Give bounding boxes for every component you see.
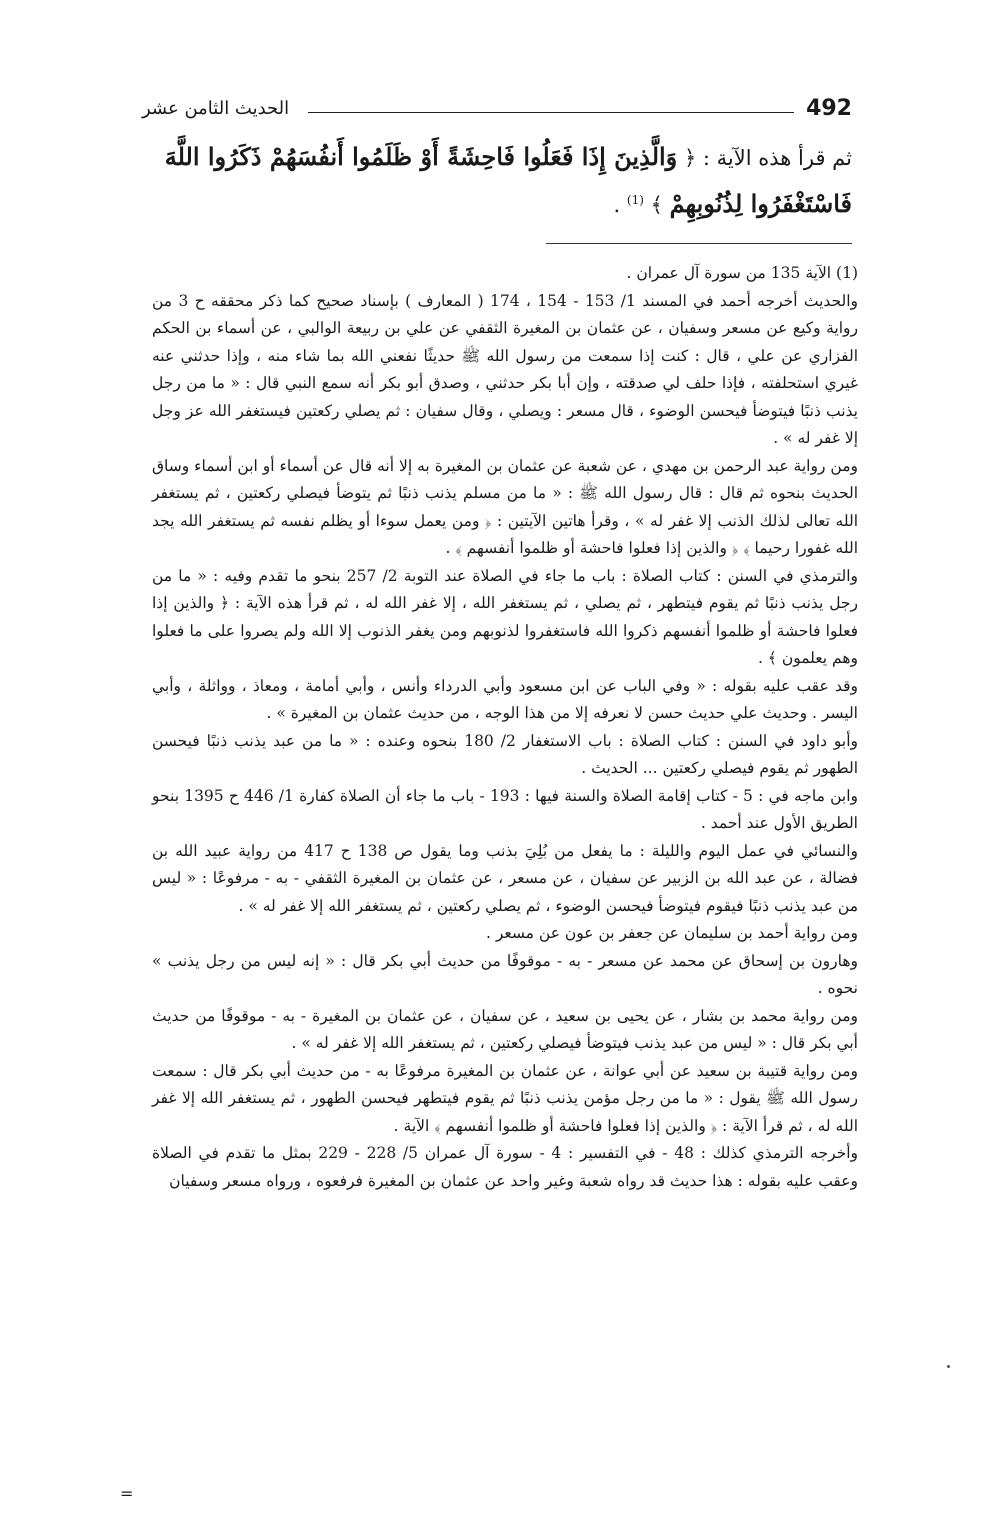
footnotes: [152, 260, 858, 1195]
footnote-paragraph: وأخرجه الترمذي كذلك : 48 - في التفسير : 4 - سورة آل عمران 5/ 228 - 229 بمثل ما تقدم في الصلاة وعقب عليه بقوله : هذا حديث قد رواه شعبة وغير واحد عن عثمان بن المغيرة فرفعوه ، ورواه مسعر وسفيان: [152, 1144, 858, 1190]
footnote-paragraph: ومن رواية أحمد بن سليمان عن جعفر بن عون عن مسعر .: [485, 924, 858, 942]
footnote-paragraph: وهارون بن إسحاق عن محمد عن مسعر - به - موقوفًا من حديث أبي بكر قال : « إنه ليس من رجل يذنب » نحوه .: [152, 951, 858, 997]
quran-verse: وَالَّذِينَ إِذَا فَعَلُوا فَاحِشَةً أَوْ ظَلَمُوا أَنفُسَهُمْ ذَكَرُوا اللَّهَ فَاسْتَغْفَرُوا لِذُنُوبِهِمْ: [164, 142, 852, 218]
verse-intro: ثم قرأ هذه الآية : ﴿: [677, 146, 852, 170]
page-number: 492: [806, 96, 852, 121]
verse-close: ﴾: [643, 193, 670, 217]
footnote-separator: [546, 243, 852, 244]
scan-speck: [947, 1365, 950, 1368]
footnote-paragraph: (1) الآية 135 من سورة آل عمران .: [626, 264, 858, 282]
footnote-paragraph: وقد عقب عليه بقوله : « وفي الباب عن ابن مسعود وأبي الدرداء وأنس ، وأبي أمامة ، ومعاذ ، وواثلة ، وأبي اليسر . وحديث علي حديث حسن لا نعرفه إلا من هذا الوجه ، من حديث عثمان بن المغيرة » .: [152, 676, 858, 722]
footnote-paragraph: وابن ماجه في : 5 - كتاب إقامة الصلاة والسنة فيها : 193 - باب ما جاء أن الصلاة كفارة 1/ 446 ح 1395 بنحو الطريق الأول عند أحمد .: [152, 786, 858, 832]
verse-end: .: [613, 193, 627, 217]
footnote-paragraph: والنسائي في عمل اليوم والليلة : ما يفعل من بُلِيَ بذنب وما يقول ص 138 ح 417 من رواية عبيد الله بن فضالة ، عن عبد الله بن الزبير عن سفيان ، عن مسعر ، عن عثمان بن المغيرة الثقفي - به - مرفوعًا : « ليس من عبد يذنب ذنبًا فيقوم فيتوضأ فيحسن الوضوء ، ثم يصلي ركعتين ، ثم يستغفر الله إلا غفر له » .: [152, 841, 858, 915]
footnote-paragraph: ومن رواية قتيبة بن سعيد عن أبي عوانة ، عن عثمان بن المغيرة مرفوعًا به - من حديث أبي بكر قال : سمعت رسول الله ﷺ يقول : « ما من رجل مؤمن يذنب ذنبًا ثم يقوم فيتطهر فيحسن الطهور ، ثم يستغفر الله إلا غفر الله له ، ثم قرأ الآية : ﴿ والذين إذا فعلوا فاحشة أو ظلموا أنفسهم ﴾ الآية .: [152, 1061, 858, 1135]
footnote-paragraph: والحديث أخرجه أحمد في المسند 1/ 153 - 154 ، 174 ( المعارف ) بإسناد صحيح كما ذكر محققه ح 3 من رواية وكيع عن مسعر وسفيان ، عن عثمان بن المغيرة الثقفي عن علي بن ربيعة الوالبي ، عن أسماء بن الحكم الفزاري عن علي ، قال : كنت إذا سمعت من رسول الله ﷺ حديثًا نفعني الله بما شاء منه ، وإذا حدثني عنه غيري استحلفته ، فإذا حلف لي صدقته ، وإن أبا بكر حدثني ، وصدق أبو بكر أنه سمع النبي قال : « ما من رجل يذنب ذنبًا فيتوضأ فيحسن الوضوء ، قال مسعر : ويصلي ، وقال سفيان : ثم يصلي ركعتين فيستغفر الله عز وجل إلا غفر له » .: [152, 291, 859, 447]
continuation-mark: =: [120, 1484, 134, 1503]
running-header: [138, 94, 852, 134]
footnote-paragraph: وأبو داود في السنن : كتاب الصلاة : باب الاستغفار 2/ 180 بنحوه وعنده : « ما من عبد يذنب ذنبًا فيحسن الطهور ثم يقوم فيصلي ركعتين ... الحديث .: [152, 731, 859, 777]
footnote-paragraph: ومن رواية محمد بن بشار ، عن يحيى بن سعيد ، عن سفيان ، عن عثمان بن المغيرة - به - موقوفًا من حديث أبي بكر قال : « ليس من عبد يذنب فيتوضأ فيصلي ركعتين ، ثم يستغفر الله إلا غفر له » .: [152, 1006, 858, 1052]
main-text: [146, 136, 852, 226]
footnote-reference: (1): [626, 193, 644, 207]
footnote-paragraph: والترمذي في السنن : كتاب الصلاة : باب ما جاء في الصلاة عند التوبة 2/ 257 بنحو ما تقدم وفيه : « ما من رجل يذنب ذنبًا ثم يقوم فيتطهر ، ثم يصلي ، ثم يستغفر الله ، إلا غفر الله له ، ثم قرأ هذه الآية : ﴿ والذين إذا فعلوا فاحشة أو ظلموا أنفسهم ذكروا الله فاستغفروا لذنوبهم ومن يغفر الذنوب إلا الله ولم يصروا على ما فعلوا وهم يعلمون ﴾ .: [152, 566, 858, 667]
header-rule: [308, 112, 794, 113]
footnote-paragraph: ومن رواية عبد الرحمن بن مهدي ، عن شعبة عن عثمان بن المغيرة به إلا أنه قال عن أسماء أو ابن أسماء وساق الحديث بنحوه ثم قال : قال رسول الله ﷺ : « ما من مسلم يذنب ذنبًا ثم يتوضأ فيصلي ركعتين ، ثم يستغفر الله تعالى لذلك الذنب إلا غفر له » ، وقرأ هاتين الآيتين : ﴿ ومن يعمل سوءا أو يظلم نفسه ثم يستغفر الله يجد الله غفورا رحيما ﴾ ﴿ والذين إذا فعلوا فاحشة أو ظلموا أنفسهم ﴾ .: [152, 456, 858, 557]
chapter-title: الحديث الثامن عشر: [142, 98, 290, 119]
